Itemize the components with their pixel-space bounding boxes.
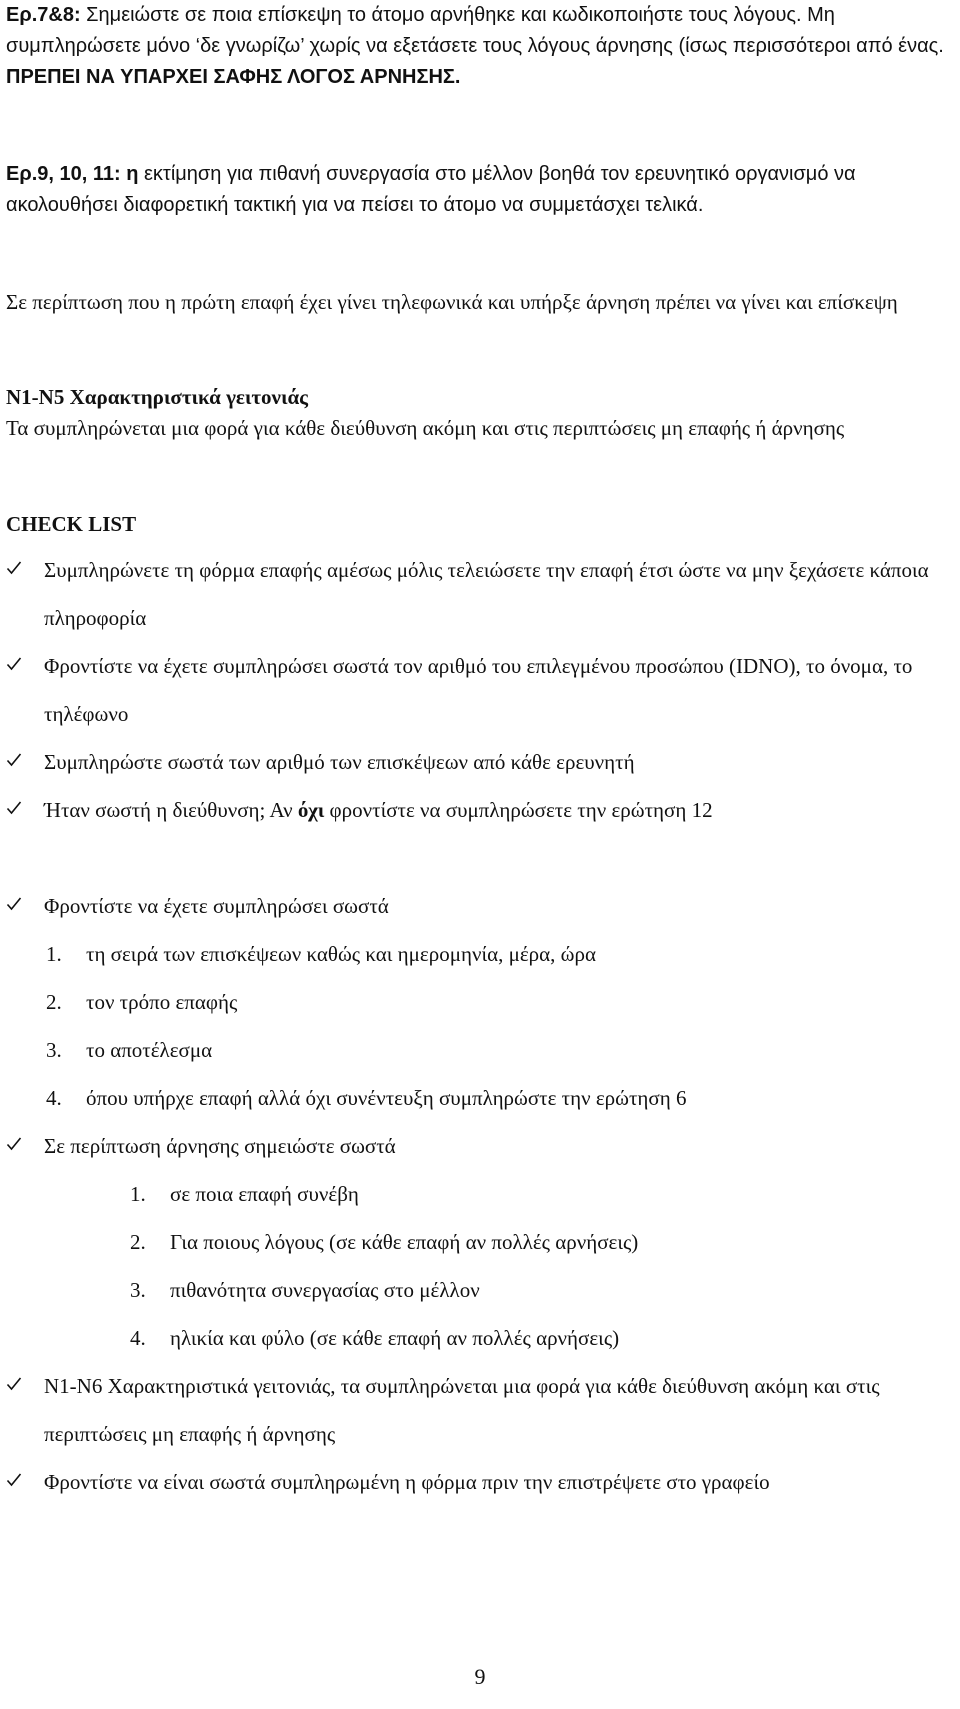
checklist-item [44, 1122, 954, 1170]
checklist-item-text: Σε περίπτωση άρνησης σημειώστε σωστά [44, 1134, 396, 1158]
paragraph-phone-refusal [6, 287, 956, 318]
checklist-heading: CHECK LIST [6, 512, 137, 536]
item-number: 4. [130, 1326, 146, 1350]
checklist-item-text: Φροντίστε να έχετε συμπληρώσει σωστά [44, 894, 389, 918]
check-icon [6, 786, 30, 816]
paragraph-text: εκτίμηση για πιθανή συνεργασία στο μέλλον βοηθά τον ερευνητικό οργανισμό να ακολουθήσει διαφορετική τακτική για να πείσει το άτομο να συμμετάσχει τελικά. [6, 163, 856, 216]
paragraph-label: Ερ.7&8: [6, 4, 81, 26]
item-number: 1. [130, 1182, 146, 1206]
checklist-item [44, 1458, 954, 1506]
item-text: τον τρόπο επαφής [86, 990, 238, 1014]
checklist-item-text: Φροντίστε να είναι σωστά συμπληρωμένη η φόρμα πριν την επιστρέψετε στο γραφείο [44, 1470, 770, 1494]
checklist-item-text: Συμπληρώστε σωστά των αριθμό των επισκέψεων από κάθε ερευνητή [44, 750, 635, 774]
item-text: πιθανότητα συνεργασίας στο μέλλον [170, 1278, 480, 1302]
item-text: Για ποιους λόγους (σε κάθε επαφή αν πολλές αρνήσεις) [170, 1230, 639, 1254]
checklist-item-text: φροντίστε να συμπληρώσετε την ερώτηση 12 [324, 798, 713, 822]
checklist-item-text: Φροντίστε να έχετε συμπληρώσει σωστά τον αριθμό του επιλεγμένου προσώπου (IDNO), το όνομα, το τηλέφωνο [44, 654, 913, 726]
paragraph-label: Ερ.9, 10, 11: η [6, 163, 139, 185]
checklist-item-text: Ν1-Ν6 Χαρακτηριστικά γειτονιάς, τα συμπληρώνεται μια φορά για κάθε διεύθυνση ακόμη και στις περιπτώσεις μη επαφής ή άρνησης [44, 1374, 880, 1446]
check-icon [6, 738, 30, 768]
paragraph-q9-11 [6, 159, 956, 221]
checklist-item-text: Συμπληρώνετε τη φόρμα επαφής αμέσως μόλις τελειώσετε την επαφή έτσι ώστε να μην ξεχάσετε κάποια πληροφορία [44, 558, 929, 630]
checklist-item [44, 642, 954, 738]
item-number: 1. [46, 942, 62, 966]
paragraph-q7-8 [6, 0, 956, 93]
check-icon [6, 1362, 30, 1392]
paragraph-emphasis: ΠΡΕΠΕΙ ΝΑ ΥΠΑΡΧΕΙ ΣΑΦΗΣ ΛΟΓΟΣ ΑΡΝΗΣΗΣ. [6, 66, 461, 88]
item-number: 2. [130, 1230, 146, 1254]
checklist-item [44, 786, 954, 834]
item-text: σε ποια επαφή συνέβη [170, 1182, 359, 1206]
item-text: το αποτέλεσμα [86, 1038, 213, 1062]
item-number: 3. [46, 1038, 62, 1062]
paragraph-text: Σημειώστε σε ποια επίσκεψη το άτομο αρνήθηκε και κωδικοποιήστε τους λόγους. Μη συμπληρώσετε μόνο ‘δε γνωρίζω’ χωρίς να εξετάσετε τους λόγους άρνησης (ίσως περισσότεροι από ένας. [6, 4, 944, 57]
paragraph-text: Σε περίπτωση που η πρώτη επαφή έχει γίνει τηλεφωνικά και υπήρξε άρνηση πρέπει να γίνει και επίσκεψη [6, 290, 898, 314]
item-number: 4. [46, 1086, 62, 1110]
check-icon [6, 882, 30, 912]
checklist-item-emphasis: όχι [297, 798, 325, 822]
section-heading: Ν1-Ν5 Χαρακτηριστικά γειτονιάς [6, 385, 309, 409]
checklist-item [44, 738, 954, 786]
checklist-item [44, 882, 954, 930]
item-number: 3. [130, 1278, 146, 1302]
page-number: 9 [474, 1664, 486, 1689]
check-icon [6, 1458, 30, 1488]
item-text: όπου υπήρχε επαφή αλλά όχι συνέντευξη συμπληρώστε την ερώτηση 6 [86, 1086, 687, 1110]
checklist-item-text: Ήταν σωστή η διεύθυνση; Αν [44, 798, 298, 822]
check-icon [6, 1122, 30, 1152]
section-text: Τα συμπληρώνεται μια φορά για κάθε διεύθυνση ακόμη και στις περιπτώσεις μη επαφής ή άρνησης [6, 416, 845, 440]
checklist-item [44, 1362, 954, 1458]
neighborhood-section [6, 382, 956, 444]
item-text: ηλικία και φύλο (σε κάθε επαφή αν πολλές αρνήσεις) [170, 1326, 620, 1350]
check-icon [6, 546, 30, 576]
item-number: 2. [46, 990, 62, 1014]
checklist-item [44, 546, 954, 642]
item-text: τη σειρά των επισκέψεων καθώς και ημερομηνία, μέρα, ώρα [86, 942, 596, 966]
check-icon [6, 642, 30, 672]
